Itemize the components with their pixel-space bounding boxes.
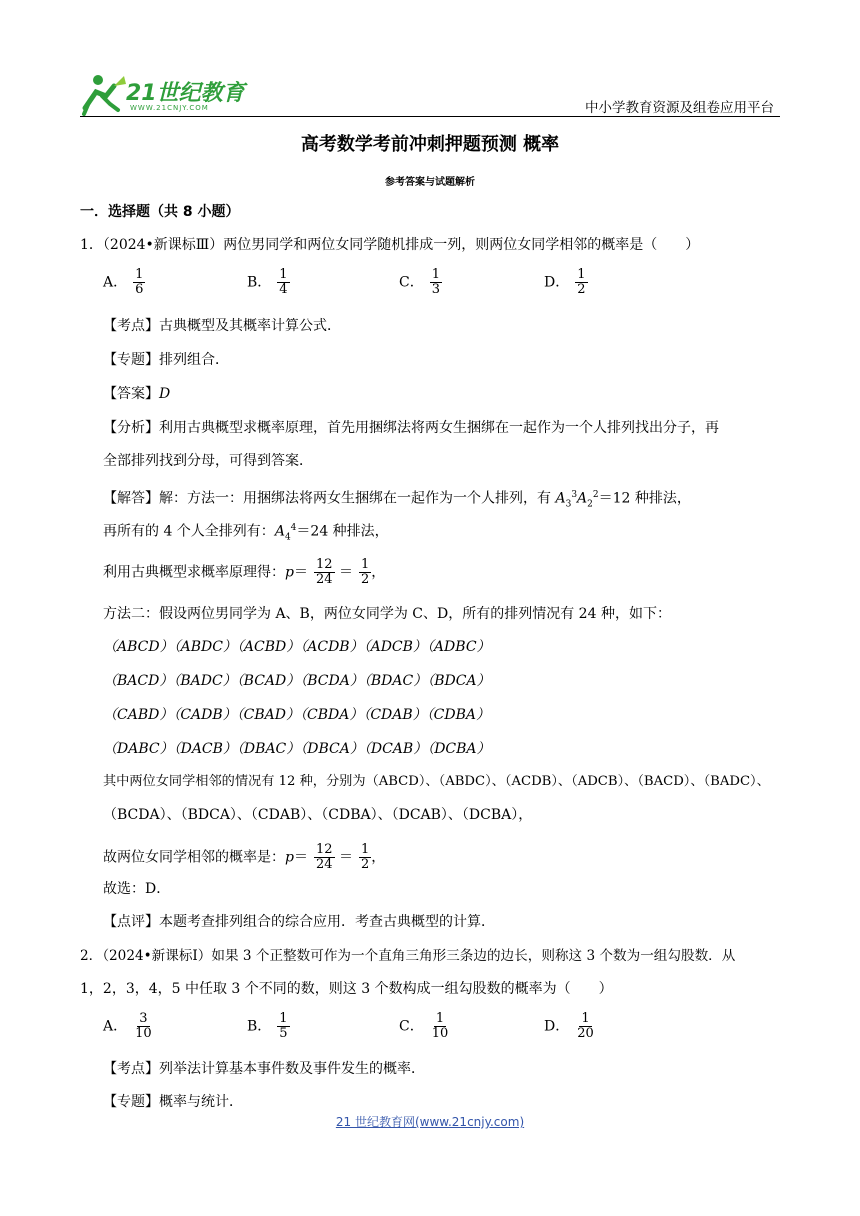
logo-text: 21世纪教育 [126, 81, 245, 106]
q1-jieda-line2: 再所有的 4 个人全排列有：$A_4^4=24$ 种排法， [103, 523, 389, 543]
q2-option-c[interactable]: C． $\frac{1}{10}$ [399, 1011, 449, 1041]
q1-choose: 故选：D． [103, 881, 171, 897]
q2-stem-line2: 1，2，3，4，5 中任取 3 个不同的数，则这 3 个数构成一组勾股数的概率为（ ） [80, 981, 613, 997]
q1-option-b[interactable]: B． $\frac{1}{4}$ [247, 267, 288, 297]
q1-jieda-line3: 利用古典概型求概率原理得：p＝ $\frac{12}{24}$ ＝ $\frac{1}{2}$ ， [103, 557, 386, 587]
q1-zhuanti: 【专题】排列组合． [103, 352, 229, 368]
q1-perm-row4: （DABC）（DACB）（DBAC）（DBCA）（DCAB）（DCBA） [103, 741, 491, 757]
q1-option-c[interactable]: C． $\frac{1}{3}$ [399, 267, 440, 297]
q1-stem: 1．（2024•新课标Ⅲ）两位男同学和两位女同学随机排成一列，则两位女同学相邻的概率是（ ） [80, 237, 700, 253]
q1-fenxi-line2: 全部排列找到分母，可得到答案． [103, 453, 313, 469]
q2-stem-line1: 2．（2024•新课标Ⅰ）如果 3 个正整数可作为一个直角三角形三条边的边长，则称这 3 个数为一组勾股数．从 [80, 948, 736, 964]
q1-adjacent-line2: （BCDA）、（BDCA）、（CDAB）、（CDBA）、（DCAB）、（DCBA）， [103, 807, 533, 823]
q1-option-d[interactable]: D． $\frac{1}{2}$ [544, 267, 586, 297]
q2-option-d[interactable]: D． $\frac{1}{20}$ [544, 1011, 594, 1041]
q2-kaodian: 【考点】列举法计算基本事件数及事件发生的概率． [103, 1061, 425, 1077]
q1-perm-row3: （CABD）（CADB）（CBAD）（CBDA）（CDAB）（CDBA） [103, 707, 491, 723]
platform-label: 中小学教育资源及组卷应用平台 [585, 100, 774, 116]
q1-option-a[interactable]: A． $\frac{1}{6}$ [103, 267, 144, 297]
q2-zhuanti: 【专题】概率与统计． [103, 1094, 243, 1110]
section-heading: 一．选择题（共 8 小题） [80, 204, 240, 220]
q2-option-b[interactable]: B． $\frac{1}{5}$ [247, 1011, 288, 1041]
q1-kaodian: 【考点】古典概型及其概率计算公式． [103, 318, 341, 334]
q1-dianping: 【点评】本题考查排列组合的综合应用．考查古典概型的计算． [103, 914, 495, 930]
q1-adjacent-line1: 其中两位女同学相邻的情况有 12 种，分别为（ABCD）、（ABDC）、（ACDB）、（ADCB）、（BACD）、（BADC）、 [103, 774, 770, 789]
q1-jieda-line1: 【解答】解：方法一：用捆绑法将两女生捆绑在一起作为一个人排列，有 $A_3^3A_2^2=12$ 种排法， [103, 490, 691, 510]
page-title: 高考数学考前冲刺押题预测 概率 [300, 134, 560, 155]
page-subtitle: 参考答案与试题解析 [385, 177, 475, 188]
q1-perm-row2: （BACD）（BADC）（BCAD）（BCDA）（BDAC）（BDCA） [103, 673, 491, 689]
logo-url: WWW.21CNJY.COM [130, 104, 209, 112]
q2-option-a[interactable]: A． $\frac{3}{10}$ [103, 1011, 152, 1041]
footer-link[interactable]: 21 世纪教育网(www.21cnjy.com) [335, 1115, 525, 1129]
q1-conclusion: 故两位女同学相邻的概率是：p＝ $\frac{12}{24}$ ＝ $\frac{1}{2}$ ， [103, 842, 386, 872]
q1-perm-row1: （ABCD）（ABDC）（ACBD）（ACDB）（ADCB）（ADBC） [103, 639, 491, 655]
logo [80, 70, 250, 120]
q1-answer: 【答案】D [103, 386, 171, 402]
header-divider [80, 116, 780, 117]
q1-fenxi-line1: 【分析】利用古典概型求概率原理，首先用捆绑法将两女生捆绑在一起作为一个人排列找出分子，再 [103, 420, 719, 436]
q1-method2: 方法二：假设两位男同学为 A、B，两位女同学为 C、D，所有的排列情况有 24 种，如下： [103, 606, 671, 622]
